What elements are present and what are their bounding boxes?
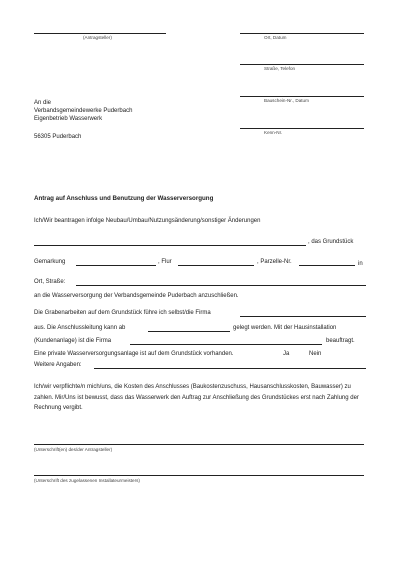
trench-text: Die Grabenarbeiten auf dem Grundstück führe ich selbst/die Firma: [34, 310, 211, 316]
ort-strasse-label: Ort, Straße:: [34, 279, 66, 285]
installer-signature-caption: (Unterschrift des zugelassenen Installateurmeisters): [34, 478, 140, 483]
option-ja[interactable]: Ja: [283, 351, 290, 357]
flur-field[interactable]: [178, 265, 254, 266]
customer-no-line[interactable]: [240, 128, 364, 129]
parzelle-label: , Parzelle-Nr.: [257, 259, 292, 265]
recipient-city: 56305 Puderbach: [34, 134, 82, 140]
weitere-field[interactable]: [94, 368, 366, 369]
building-no-caption: Bauschein-Nr., Datum: [264, 98, 309, 103]
installer-signature-line[interactable]: [34, 475, 364, 476]
flur-label: , Flur: [158, 259, 172, 265]
plot-field[interactable]: [34, 245, 306, 246]
street-phone-line[interactable]: [240, 64, 364, 65]
recipient-line-3: Eigenbetrieb Wasserwerk: [34, 116, 103, 122]
place-date-caption: Ort, Datum: [264, 35, 287, 40]
applicant-signature-caption: (Unterschrift(en) des/der Antragsteller): [34, 447, 113, 452]
private-supply-text: Eine private Wasserversorgungsanlage ist auf dem Grundstück vorhanden.: [34, 351, 234, 357]
gemarkung-label: Gemarkung: [34, 259, 66, 265]
ort-strasse-field[interactable]: [76, 285, 366, 286]
in-label: in: [358, 261, 363, 267]
aus-text: aus. Die Anschlussleitung kann ab: [34, 325, 126, 331]
recipient-line-1: An die: [34, 100, 52, 106]
gemarkung-field[interactable]: [76, 265, 156, 266]
option-nein[interactable]: Nein: [309, 351, 322, 357]
street-phone-caption: Straße, Telefon: [264, 66, 296, 71]
installer-company-field[interactable]: [130, 344, 322, 345]
parzelle-field[interactable]: [299, 265, 355, 266]
building-no-line[interactable]: [240, 96, 364, 97]
intro-text: Ich/Wir beantragen infolge Neubau/Umbau/Nutzungsänderung/sonstiger Änderungen: [34, 218, 261, 224]
recipient-line-2: Verbandsgemeindewerke Puderbach: [34, 108, 133, 114]
recipient-address: [34, 99, 132, 123]
plot-suffix: , das Grundstück: [308, 239, 354, 245]
applicant-signature-line[interactable]: [34, 444, 364, 445]
form-title: Antrag auf Anschluss und Benutzung der Wasserversorgung: [34, 195, 214, 202]
obligation-text: Ich/wir verpflichte/n mich/uns, die Kosten des Anschlusses (Baukostenzuschuss, Hausanschlusskosten, Bauwasser) zu zahlen. Mir/Uns ist bewusst, dass das Wasserwerk den Auftrag zur Anschließung des Grundstückes erst nach Zahlung der Rechnung vergibt.: [34, 384, 359, 411]
connect-text: an die Wasserversorgung der Verbandsgemeinde Puderbach anzuschließen.: [34, 293, 239, 299]
weitere-label: Weitere Angaben:: [34, 362, 82, 368]
kundenanlage-text: (Kundenanlage) ist die Firma: [34, 338, 112, 344]
applicant-caption: (Antragsteller): [83, 35, 112, 40]
beauftragt-text: beauftragt.: [326, 338, 355, 344]
applicant-line[interactable]: [34, 33, 166, 34]
date-field[interactable]: [148, 331, 230, 332]
trench-company-field[interactable]: [240, 316, 366, 317]
place-date-line[interactable]: [240, 33, 364, 34]
gelegt-text: gelegt werden. Mit der Hausinstallation: [233, 325, 337, 331]
customer-no-caption: Kenn-Nr.: [264, 130, 283, 135]
